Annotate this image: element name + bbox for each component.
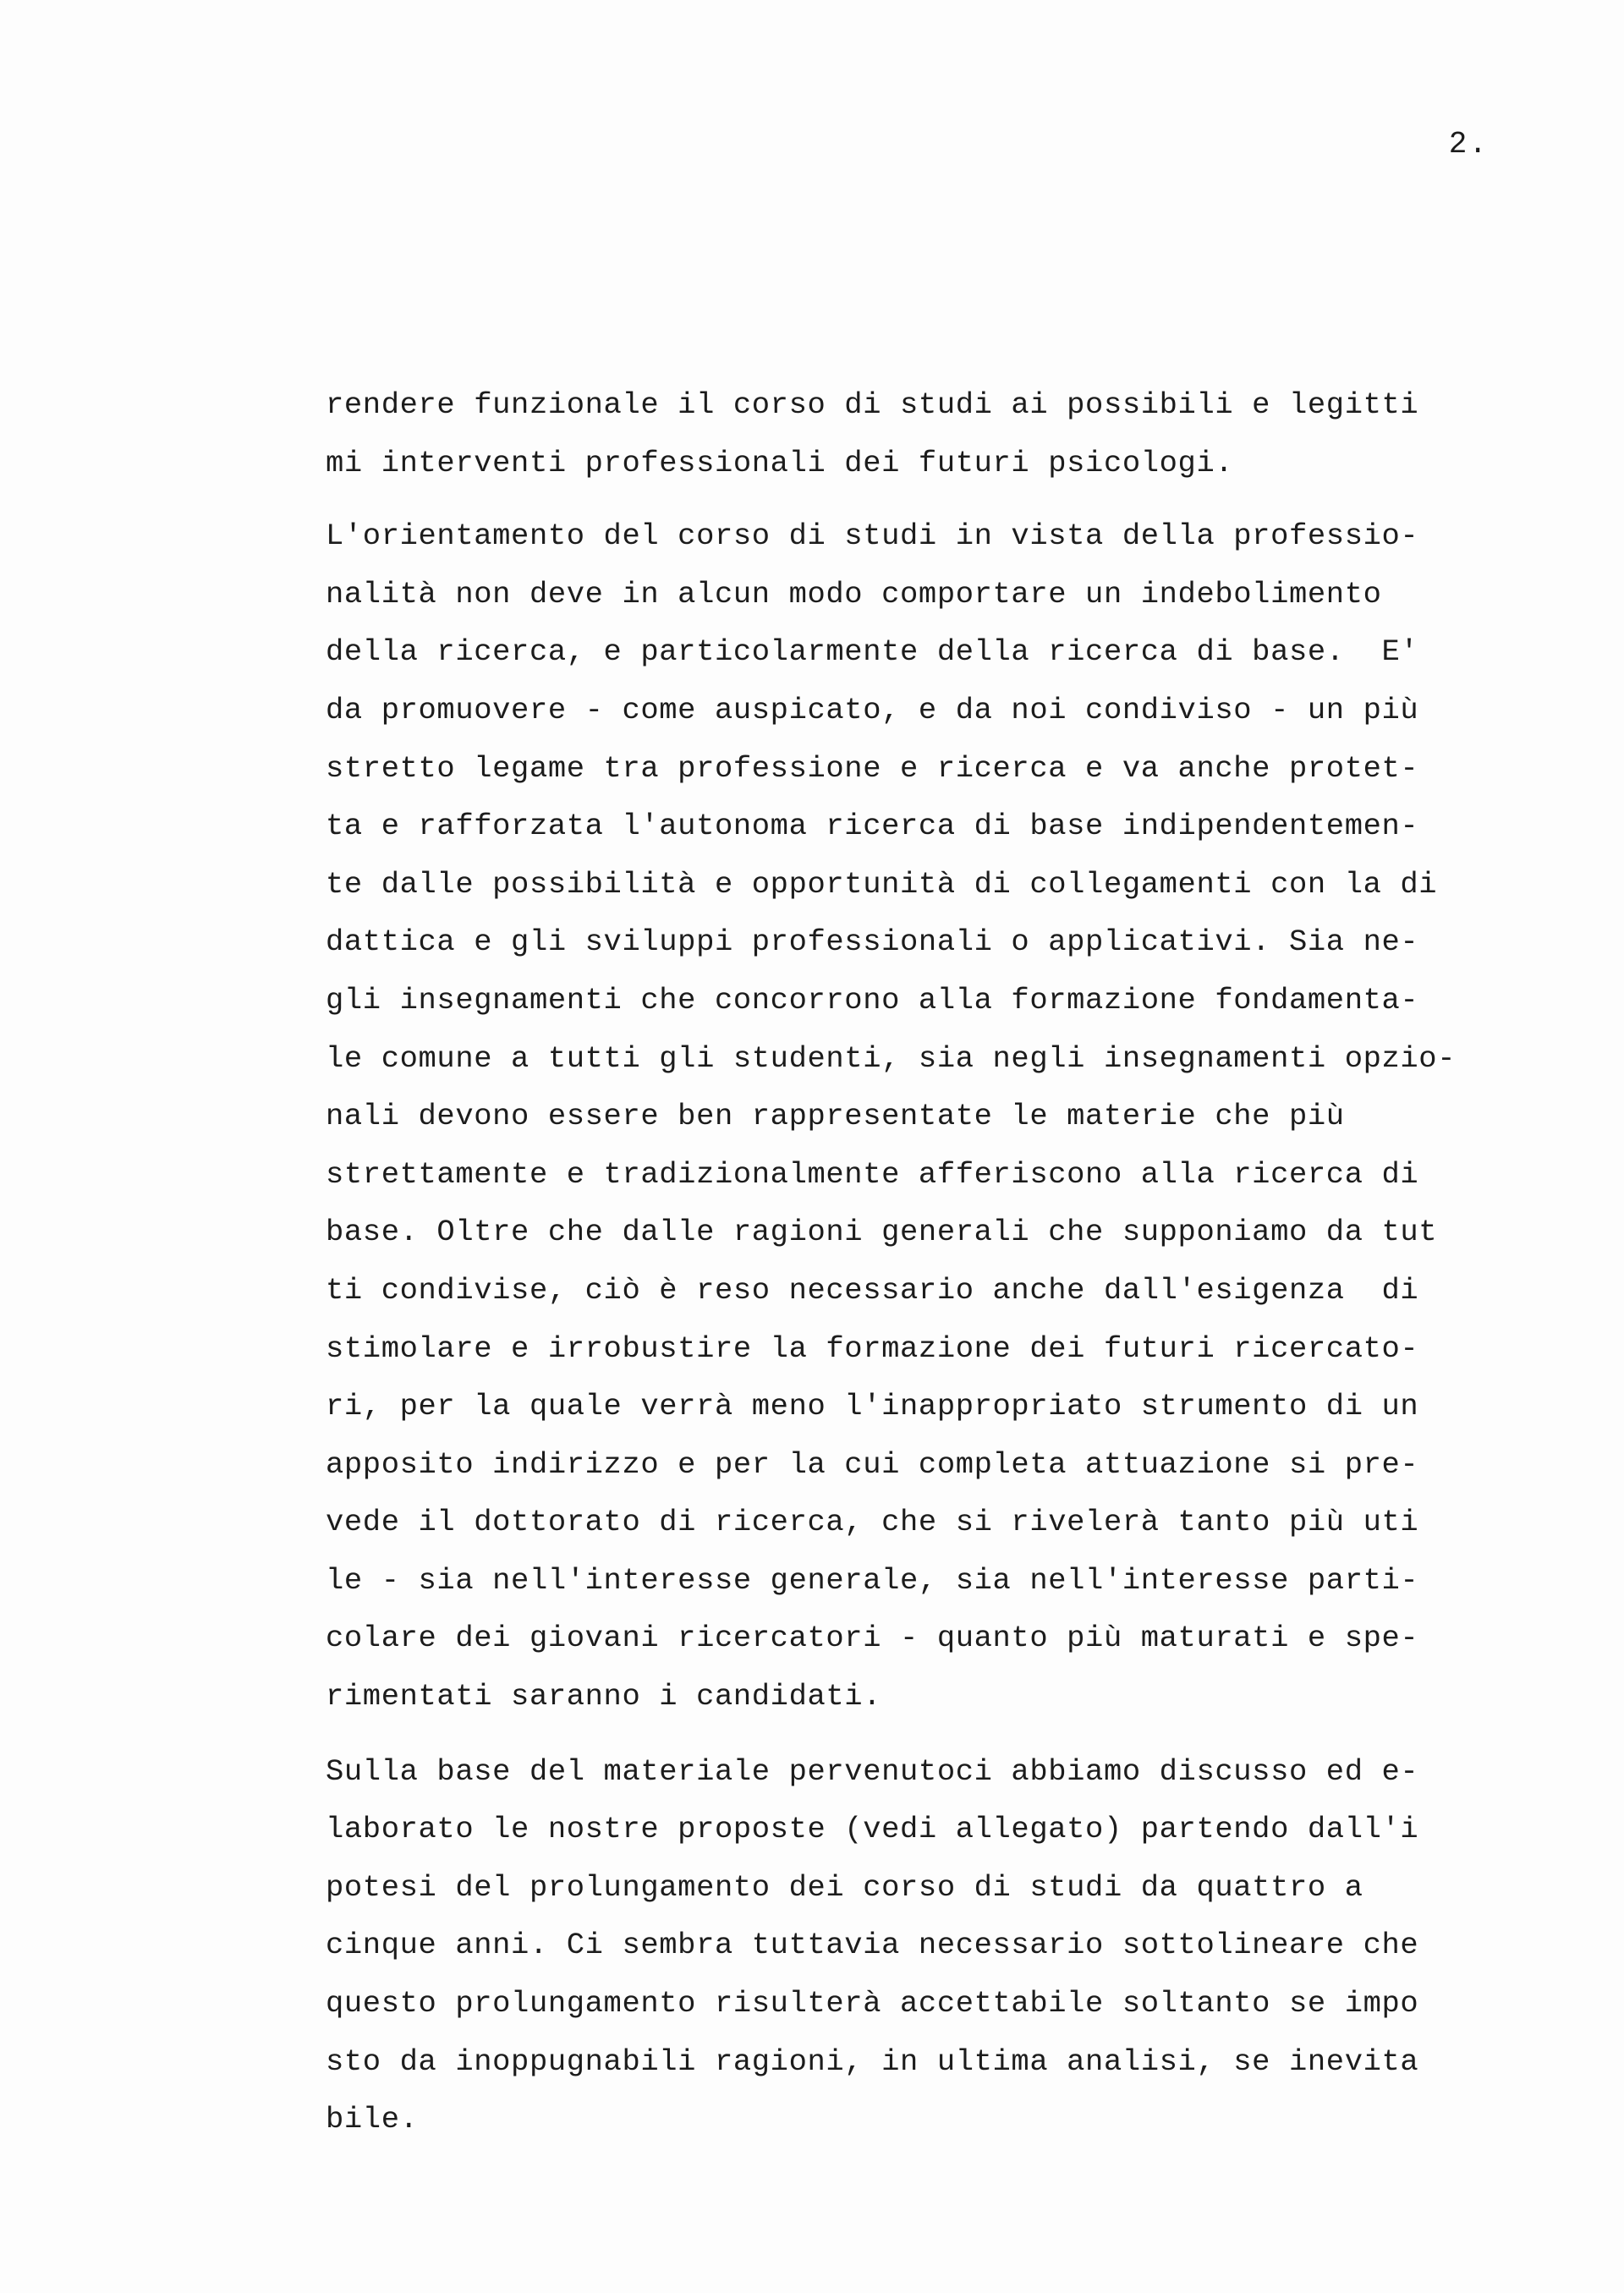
text-line: dattica e gli sviluppi professionali o applicativi. Sia ne- (326, 924, 1419, 960)
paragraph-1 (326, 376, 1510, 492)
paragraph-3 (326, 1743, 1510, 2149)
text-line: sto da inoppugnabili ragioni, in ultima analisi, se inevita (326, 2043, 1419, 2079)
text-line: mi interventi professionali dei futuri psicologi. (326, 445, 1234, 480)
text-line: le - sia nell'interesse generale, sia nell'interesse parti- (326, 1562, 1419, 1598)
text-line: apposito indirizzo e per la cui completa attuazione si pre- (326, 1446, 1419, 1482)
text-line: laborato le nostre proposte (vedi allegato) partendo dall'i (326, 1812, 1419, 1847)
text-line: stretto legame tra professione e ricerca e va anche protet- (326, 750, 1419, 786)
text-line: Sulla base del materiale pervenutoci abbiamo discusso ed e- (326, 1753, 1419, 1789)
text-line: gli insegnamenti che concorrono alla formazione fondamenta- (326, 982, 1419, 1018)
text-line: nalità non deve in alcun modo comportare un indebolimento (326, 576, 1382, 612)
text-line: rendere funzionale il corso di studi ai possibili e legitti (326, 387, 1419, 422)
text-line: da promuovere - come auspicato, e da noi condiviso - un più (326, 692, 1419, 727)
text-line: potesi del prolungamento dei corso di studi da quattro a (326, 1869, 1363, 1905)
text-line: cinque anni. Ci sembra tuttavia necessario sottolineare che (326, 1928, 1419, 1963)
text-line: te dalle possibilità e opportunità di collegamenti con la di (326, 866, 1438, 902)
text-line: della ricerca, e particolarmente della ricerca di base. E' (326, 634, 1419, 670)
text-line: rimentati saranno i candidati. (326, 1679, 882, 1714)
text-line: questo prolungamento risulterà accettabile soltanto se impo (326, 1986, 1419, 2021)
text-line: base. Oltre che dalle ragioni generali che supponiamo da tut (326, 1215, 1438, 1250)
text-line: ta e rafforzata l'autonoma ricerca di base indipendentemen- (326, 809, 1419, 844)
text-line: le comune a tutti gli studenti, sia negli insegnamenti opzio- (326, 1040, 1457, 1076)
text-line: stimolare e irrobustire la formazione dei futuri ricercato- (326, 1330, 1419, 1366)
paragraph-2 (326, 507, 1510, 1725)
text-line: ti condivise, ciò è reso necessario anche dall'esigenza di (326, 1272, 1419, 1308)
body-text (326, 376, 1510, 2149)
text-line: strettamente e tradizionalmente afferiscono alla ricerca di (326, 1156, 1419, 1192)
text-line: vede il dottorato di ricerca, che si rivelerà tanto più uti (326, 1505, 1419, 1540)
text-line: L'orientamento del corso di studi in vista della professio- (326, 518, 1419, 554)
text-line: colare dei giovani ricercatori - quanto più maturati e spe- (326, 1621, 1419, 1656)
text-line: ri, per la quale verrà meno l'inappropriato strumento di un (326, 1389, 1419, 1424)
text-line: bile. (326, 2102, 419, 2137)
page-number: 2. (1448, 127, 1489, 162)
text-line: nali devono essere ben rappresentate le materie che più (326, 1099, 1345, 1134)
